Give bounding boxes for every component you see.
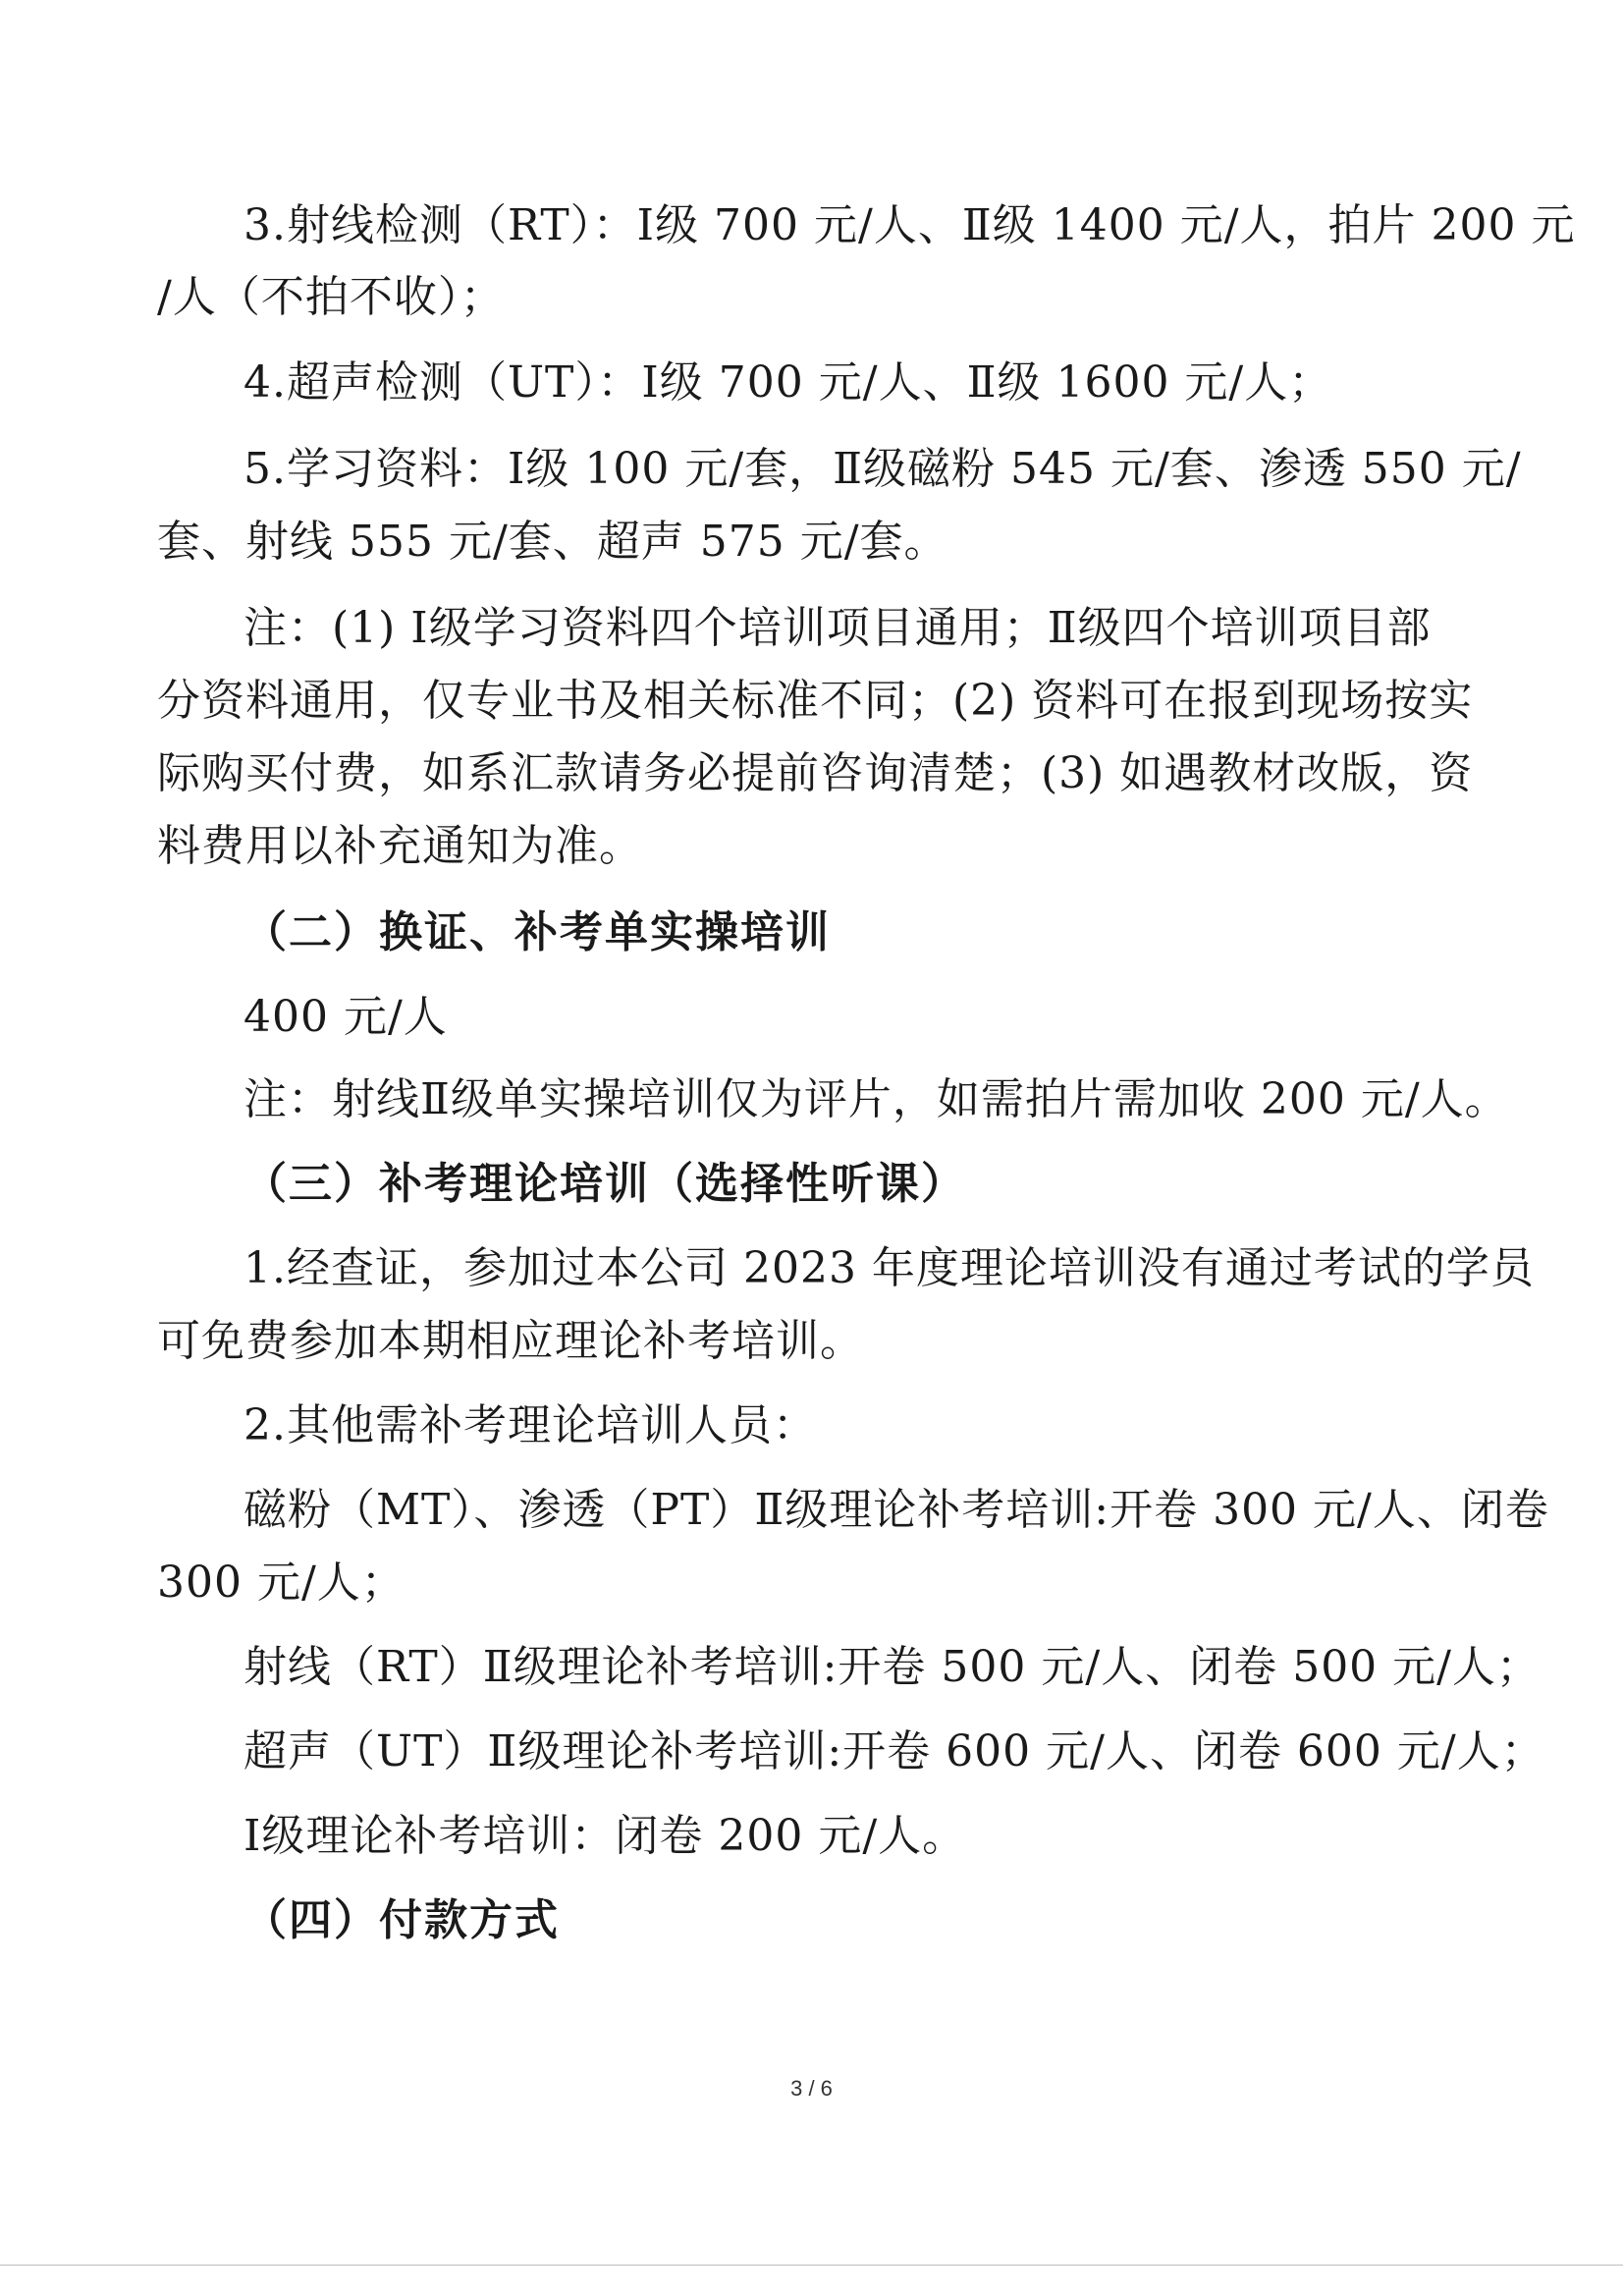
paragraph-ut-retake-fee: 超声（UT）Ⅱ级理论补考培训:开卷 600 元/人、闭卷 600 元/人； bbox=[243, 1726, 1545, 1777]
section-heading-2: （二）换证、补考单实操培训 bbox=[243, 907, 831, 957]
note-materials-cont-3: 料费用以补充通知为准。 bbox=[157, 821, 643, 871]
paragraph-mt-pt-fee-cont: 300 元/人； bbox=[157, 1558, 406, 1608]
paragraph-mt-pt-fee: 磁粉（MT）、渗透（PT）Ⅱ级理论补考培训:开卷 300 元/人、闭卷 bbox=[243, 1485, 1549, 1535]
paragraph-other-retake: 2.其他需补考理论培训人员： bbox=[243, 1400, 817, 1450]
note-materials-cont-2: 际购买付费，如系汇款请务必提前咨询清楚；(3) 如遇教材改版，资 bbox=[157, 748, 1474, 798]
paragraph-rt-fee: 3.射线检测（RT）：Ⅰ级 700 元/人、Ⅱ级 1400 元/人，拍片 200 元 bbox=[243, 200, 1576, 250]
note-materials: 注：(1) Ⅰ级学习资料四个培训项目通用；Ⅱ级四个培训项目部 bbox=[243, 603, 1432, 653]
paragraph-free-retake-cont: 可免费参加本期相应理论补考培训。 bbox=[157, 1316, 864, 1366]
paragraph-ut-fee: 4.超声检测（UT）：Ⅰ级 700 元/人、Ⅱ级 1600 元/人； bbox=[243, 357, 1333, 408]
paragraph-renewal-fee: 400 元/人 bbox=[243, 992, 448, 1042]
page-number: 3 / 6 bbox=[790, 2076, 833, 2101]
note-rt-practical: 注：射线Ⅱ级单实操培训仅为评片，如需拍片需加收 200 元/人。 bbox=[243, 1074, 1509, 1124]
bottom-divider bbox=[0, 2265, 1623, 2266]
paragraph-rt-fee-cont: /人（不拍不收）； bbox=[157, 272, 505, 322]
paragraph-materials-fee-cont: 套、射线 555 元/套、超声 575 元/套。 bbox=[157, 517, 948, 567]
section-heading-3: （三）补考理论培训（选择性听课） bbox=[243, 1159, 966, 1209]
paragraph-level1-retake-fee: Ⅰ级理论补考培训：闭卷 200 元/人。 bbox=[243, 1811, 967, 1861]
paragraph-free-retake: 1.经查证，参加过本公司 2023 年度理论培训没有通过考试的学员 bbox=[243, 1243, 1535, 1293]
paragraph-rt-retake-fee: 射线（RT）Ⅱ级理论补考培训:开卷 500 元/人、闭卷 500 元/人； bbox=[243, 1642, 1541, 1692]
paragraph-materials-fee: 5.学习资料：Ⅰ级 100 元/套，Ⅱ级磁粉 545 元/套、渗透 550 元/ bbox=[243, 444, 1522, 494]
note-materials-cont-1: 分资料通用，仅专业书及相关标准不同；(2) 资料可在报到现场按实 bbox=[157, 676, 1474, 726]
section-heading-4: （四）付款方式 bbox=[243, 1895, 560, 1945]
